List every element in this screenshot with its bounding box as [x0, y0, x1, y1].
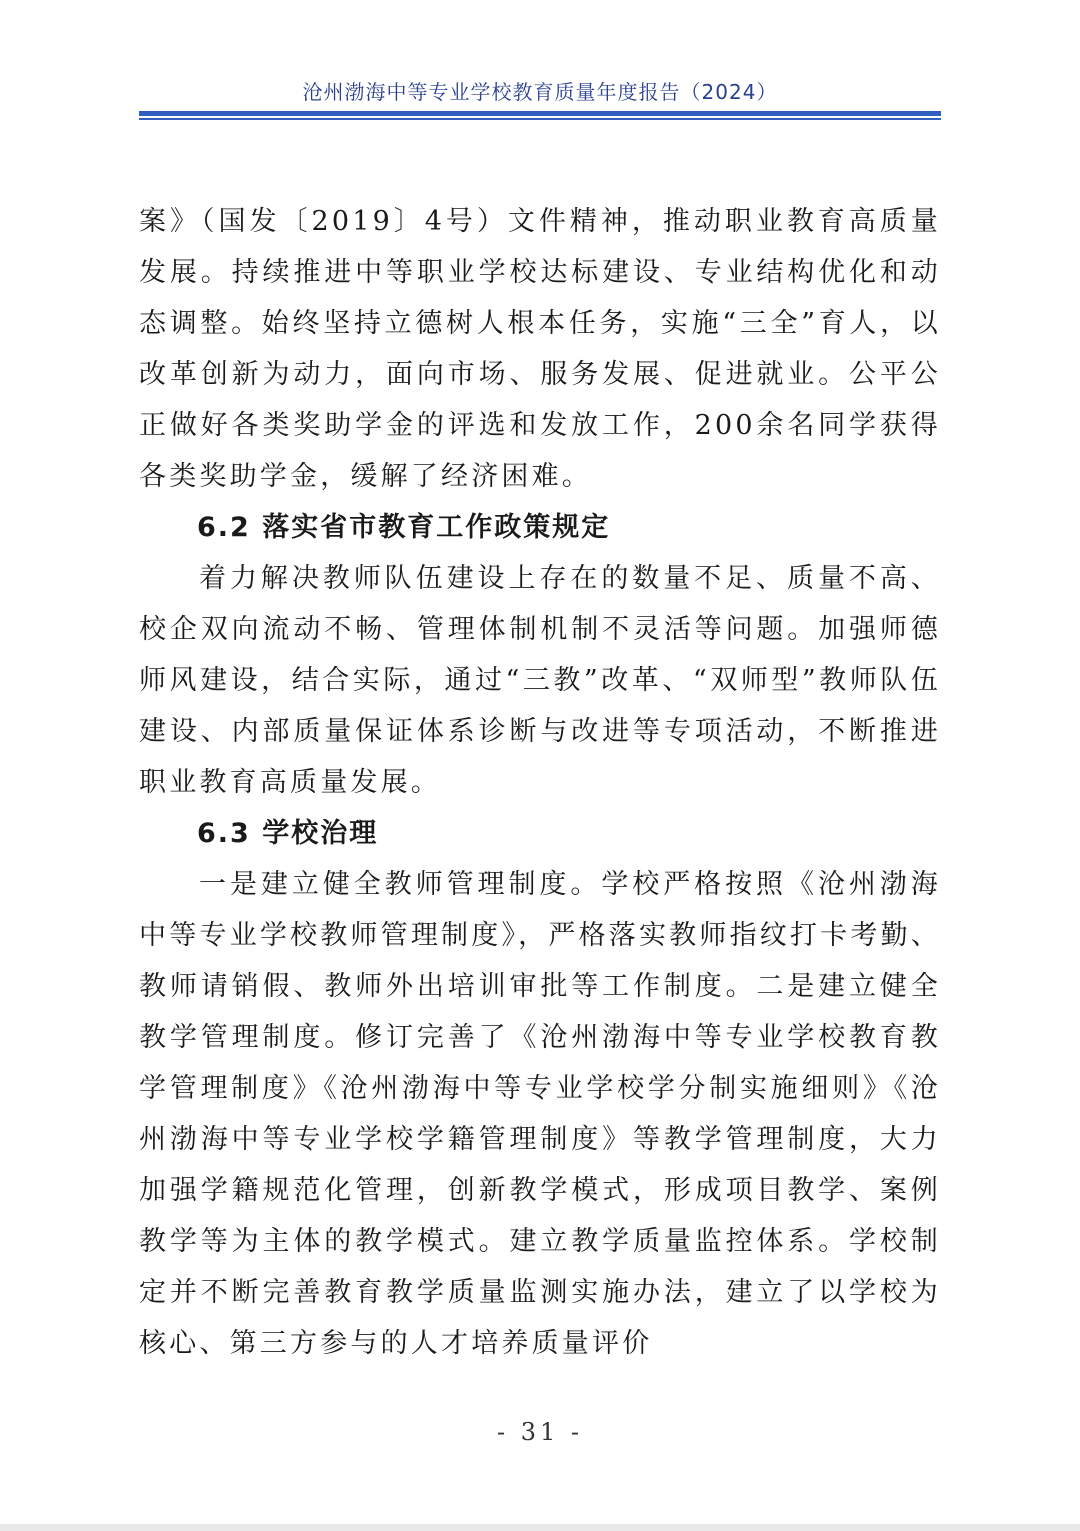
paragraph-continuation: 案》（国发〔2019〕4号）文件精神，推动职业教育高质量发展。持续推进中等职业学校达标建设、专业结构优化和动态调整。始终坚持立德树人根本任务，实施“三全”育人，以改革创新为动力，面向市场、服务发展、促进就业。公平公正做好各类奖助学金的评选和发放工作，200余名同学获得各类奖助学金，缓解了经济困难。 [139, 206, 941, 492]
header-rule [139, 111, 941, 116]
paragraph-6-3: 一是建立健全教师管理制度。学校严格按照《沧州渤海中等专业学校教师管理制度》，严格落实教师指纹打卡考勤、教师请销假、教师外出培训审批等工作制度。二是建立健全教学管理制度。修订完善了《沧州渤海中等专业学校教育教学管理制度》《沧州渤海中等专业学校学分制实施细则》《沧州渤海中等专业学校学籍管理制度》等教学管理制度，大力加强学籍规范化管理，创新教学模式，形成项目教学、案例教学等为主体的教学模式。建立教学质量监控体系。学校制定并不断完善教育教学质量监测实施办法，建立了以学校为核心、第三方参与的人才培养质量评价 [139, 869, 941, 1359]
report-header-title: 沧州渤海中等专业学校教育质量年度报告（2024） [302, 80, 778, 104]
page-number: - 31 - [496, 1418, 583, 1446]
page-body [139, 196, 941, 1369]
page-bottom-edge [0, 1524, 1080, 1531]
paragraph-6-2: 着力解决教师队伍建设上存在的数量不足、质量不高、校企双向流动不畅、管理体制机制不灵活等问题。加强师德师风建设，结合实际，通过“三教”改革、“双师型”教师队伍建设、内部质量保证体系诊断与改进等专项活动，不断推进职业教育高质量发展。 [139, 563, 941, 798]
header-rule-secondary [139, 118, 941, 120]
section-heading-6-3: 6.3 学校治理 [197, 818, 379, 849]
section-heading-6-2: 6.2 落实省市教育工作政策规定 [197, 512, 611, 543]
